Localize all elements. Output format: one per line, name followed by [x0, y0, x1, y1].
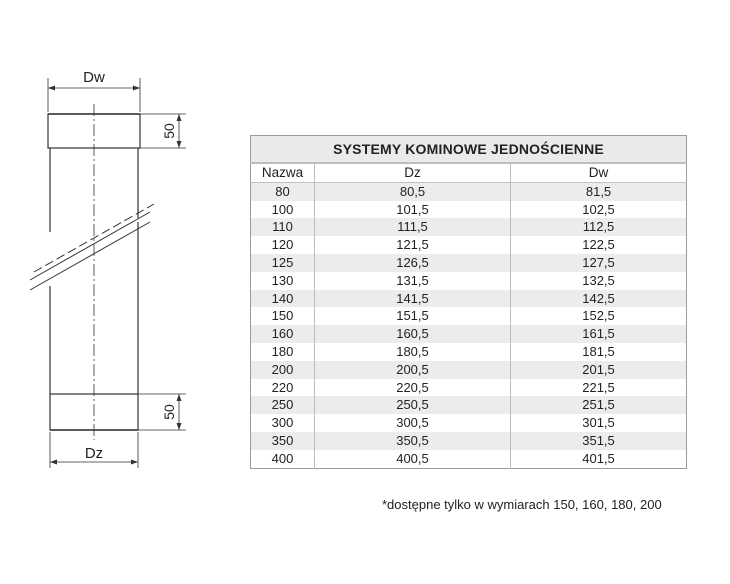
cell-dz: 400,5: [315, 450, 511, 468]
cell-dw: 301,5: [511, 414, 687, 432]
cell-dw: 102,5: [511, 201, 687, 219]
table-row: [251, 361, 687, 379]
cell-dz: 350,5: [315, 432, 511, 450]
table-row: [251, 325, 687, 343]
cell-dw: 142,5: [511, 290, 687, 308]
cell-dz: 80,5: [315, 182, 511, 200]
cell-dz: 126,5: [315, 254, 511, 272]
cell-dz: 250,5: [315, 396, 511, 414]
column-header-dz: Dz: [315, 163, 511, 182]
footnote: *dostępne tylko w wymiarach 150, 160, 180, 200: [382, 497, 662, 512]
cell-nazwa: 180: [251, 343, 315, 361]
table-row: [251, 343, 687, 361]
table-row: [251, 182, 687, 200]
cell-dz: 131,5: [315, 272, 511, 290]
column-header-nazwa: Nazwa: [251, 163, 315, 182]
cell-nazwa: 160: [251, 325, 315, 343]
bottom-dimension-label: 50: [161, 404, 177, 420]
cell-dw: 161,5: [511, 325, 687, 343]
cell-nazwa: 250: [251, 396, 315, 414]
cell-dz: 151,5: [315, 307, 511, 325]
table-row: [251, 254, 687, 272]
table-row: [251, 379, 687, 397]
cell-dw: 132,5: [511, 272, 687, 290]
cell-dz: 141,5: [315, 290, 511, 308]
cell-nazwa: 400: [251, 450, 315, 468]
table-row: [251, 218, 687, 236]
cell-dw: 81,5: [511, 182, 687, 200]
cell-nazwa: 150: [251, 307, 315, 325]
cell-nazwa: 125: [251, 254, 315, 272]
top-dimension-label: 50: [161, 123, 177, 139]
dimensions-table: [250, 135, 687, 469]
cell-dz: 101,5: [315, 201, 511, 219]
cell-dw: 112,5: [511, 218, 687, 236]
cell-nazwa: 140: [251, 290, 315, 308]
cell-dw: 201,5: [511, 361, 687, 379]
table-title: SYSTEMY KOMINOWE JEDNOŚCIENNE: [251, 136, 687, 164]
table-row: [251, 201, 687, 219]
table-row: [251, 396, 687, 414]
cell-nazwa: 110: [251, 218, 315, 236]
cell-nazwa: 220: [251, 379, 315, 397]
cell-nazwa: 130: [251, 272, 315, 290]
cell-dw: 351,5: [511, 432, 687, 450]
cell-dz: 121,5: [315, 236, 511, 254]
cell-dz: 160,5: [315, 325, 511, 343]
table-row: [251, 290, 687, 308]
table-row: [251, 450, 687, 468]
table-row: [251, 432, 687, 450]
cell-dz: 300,5: [315, 414, 511, 432]
column-header-dw: Dw: [511, 163, 687, 182]
cell-dw: 122,5: [511, 236, 687, 254]
cell-nazwa: 200: [251, 361, 315, 379]
table-row: [251, 236, 687, 254]
dz-label: Dz: [84, 445, 104, 462]
cell-dz: 180,5: [315, 343, 511, 361]
cell-nazwa: 100: [251, 201, 315, 219]
cell-dz: 220,5: [315, 379, 511, 397]
cell-dw: 251,5: [511, 396, 687, 414]
table-row: [251, 414, 687, 432]
cell-dw: 127,5: [511, 254, 687, 272]
dw-label: Dw: [83, 69, 105, 86]
cell-dw: 152,5: [511, 307, 687, 325]
cell-nazwa: 80: [251, 182, 315, 200]
cell-nazwa: 120: [251, 236, 315, 254]
cell-dw: 221,5: [511, 379, 687, 397]
cell-dw: 401,5: [511, 450, 687, 468]
table-row: [251, 307, 687, 325]
cell-dz: 200,5: [315, 361, 511, 379]
cell-dz: 111,5: [315, 218, 511, 236]
table-row: [251, 272, 687, 290]
cell-dw: 181,5: [511, 343, 687, 361]
cell-nazwa: 350: [251, 432, 315, 450]
cell-nazwa: 300: [251, 414, 315, 432]
